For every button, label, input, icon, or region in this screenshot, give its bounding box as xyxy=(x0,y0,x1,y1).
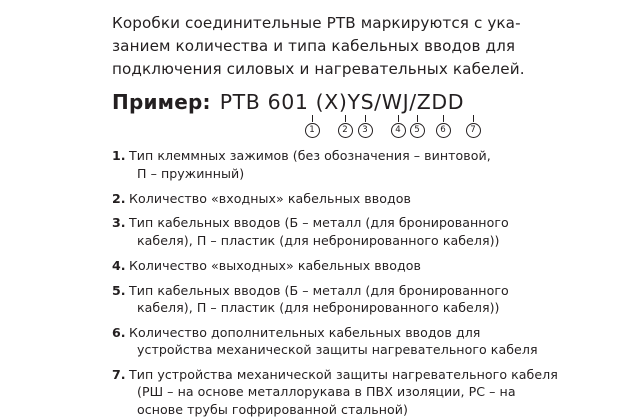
example-code: РТВ 601 (Х)YS/WJ/ZDD xyxy=(219,90,465,115)
marker-number: 5 xyxy=(410,123,425,138)
list-item-text xyxy=(129,190,411,207)
list-item xyxy=(112,147,595,182)
list-item-number: 2. xyxy=(112,190,126,206)
intro-line: занием количества и типа кабельных вводов для xyxy=(112,37,516,56)
list-item-line: Тип кабельных вводов (Б – металл (для бронированного xyxy=(129,215,509,231)
marker-callouts xyxy=(304,115,595,141)
list-item-line: основе трубы гофрированной стальной) xyxy=(137,401,408,417)
list-item-text xyxy=(129,214,509,249)
marker-tick-icon xyxy=(417,115,418,122)
marker-2 xyxy=(337,115,353,138)
list-item-number: 6. xyxy=(112,324,126,340)
marker-6 xyxy=(435,115,451,138)
list-item-text xyxy=(129,147,491,182)
intro-line: Коробки соединительные РТВ маркируются с ука- xyxy=(112,14,521,32)
marker-tick-icon xyxy=(473,115,474,122)
list-item-text xyxy=(129,324,538,359)
list-item xyxy=(112,214,595,249)
marker-tick-icon xyxy=(312,115,313,122)
list-item-text xyxy=(129,282,509,317)
list-item-text xyxy=(129,366,558,418)
marker-tick-icon xyxy=(345,115,346,122)
list-item xyxy=(112,324,595,359)
marker-7 xyxy=(465,115,481,138)
marker-tick-icon xyxy=(398,115,399,122)
list-item xyxy=(112,190,595,207)
marker-number: 1 xyxy=(305,123,320,138)
list-item-number: 7. xyxy=(112,367,126,383)
list-item-line: кабеля), П – пластик (для небронированного кабеля)) xyxy=(137,232,500,248)
list-item-line: Тип устройства механической защиты нагревательного кабеля xyxy=(129,367,558,383)
list-item-line: Количество «выходных» кабельных вводов xyxy=(129,257,421,273)
list-item-line: Количество дополнительных кабельных вводов для xyxy=(129,324,481,340)
list-item xyxy=(112,257,595,274)
example-row xyxy=(112,90,595,114)
marker-5 xyxy=(409,115,425,138)
marker-3 xyxy=(357,115,373,138)
list-item-line: кабеля), П – пластик (для небронированного кабеля)) xyxy=(137,299,500,315)
list-item-line: устройства механической защиты нагревательного кабеля xyxy=(137,342,538,358)
marker-number: 3 xyxy=(358,123,373,138)
intro-line: подключения силовых и нагревательных кабелей. xyxy=(112,60,525,79)
list-item-number: 3. xyxy=(112,215,126,231)
example-label: Пример: xyxy=(112,90,211,115)
marker-4 xyxy=(390,115,406,138)
list-item-number: 5. xyxy=(112,282,126,298)
marker-number: 2 xyxy=(338,123,353,138)
list-item-line: (РШ – на основе металлорукава в ПВХ изоляции, РС – на xyxy=(137,384,516,400)
list-item-number: 1. xyxy=(112,148,126,164)
marker-number: 6 xyxy=(436,123,451,138)
marker-tick-icon xyxy=(443,115,444,122)
intro-paragraph xyxy=(112,12,595,81)
list-item-line: Количество «входных» кабельных вводов xyxy=(129,190,411,206)
list-item xyxy=(112,366,595,418)
legend-list xyxy=(112,147,595,418)
list-item-text xyxy=(129,257,421,274)
list-item-line: Тип кабельных вводов (Б – металл (для бронированного xyxy=(129,282,509,298)
marker-tick-icon xyxy=(365,115,366,122)
list-item-number: 4. xyxy=(112,257,126,273)
marker-number: 4 xyxy=(391,123,406,138)
marker-1 xyxy=(304,115,320,138)
marker-number: 7 xyxy=(466,123,481,138)
list-item-line: П – пружинный) xyxy=(137,165,245,181)
list-item xyxy=(112,282,595,317)
list-item-line: Тип клеммных зажимов (без обозначения – винтовой, xyxy=(129,148,491,164)
